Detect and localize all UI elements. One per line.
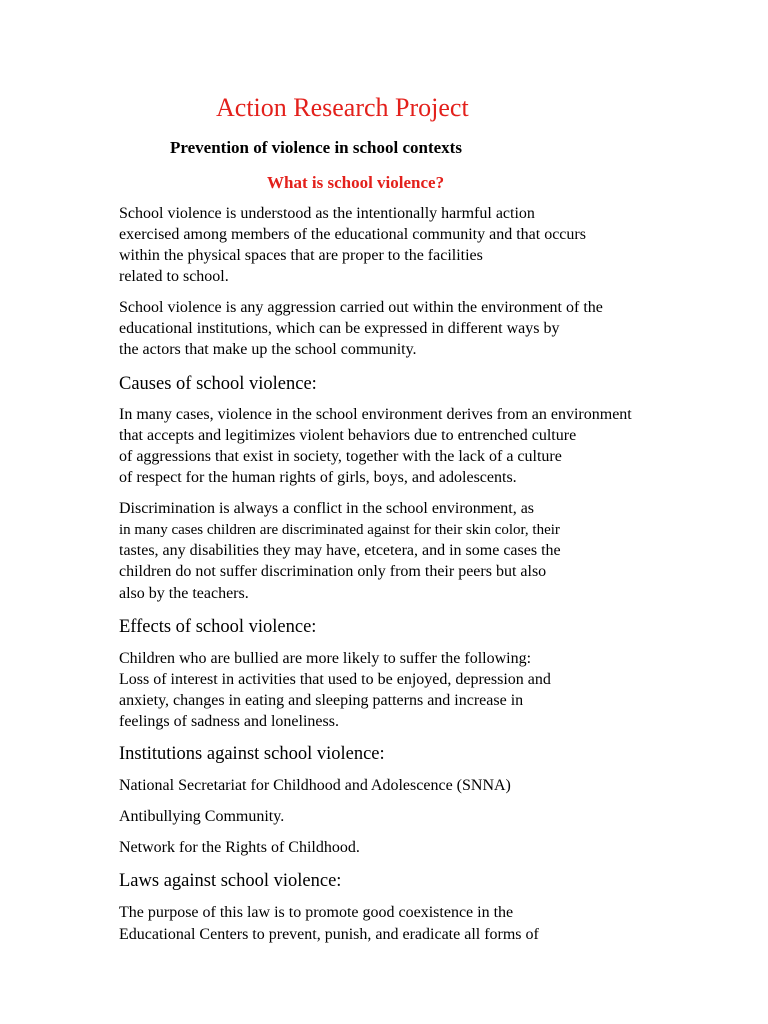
document-subtitle: Prevention of violence in school contexts	[170, 138, 462, 157]
text-line: exercised among members of the educational community and that occurs	[119, 226, 586, 243]
list-item: Antibullying Community.	[119, 808, 285, 825]
list-item: National Secretariat for Childhood and Adolescence (SNNA)	[119, 777, 511, 794]
text-line: In many cases, violence in the school environment derives from an environment	[119, 406, 632, 423]
section-question-heading: What is school violence?	[267, 173, 445, 192]
text-line: within the physical spaces that are proper to the facilities	[119, 247, 483, 264]
text-line: children do not suffer discrimination only from their peers but also	[119, 563, 547, 580]
text-line: Educational Centers to prevent, punish, and eradicate all forms of	[119, 926, 539, 943]
list-item: Network for the Rights of Childhood.	[119, 839, 360, 856]
text-line: anxiety, changes in eating and sleeping patterns and increase in	[119, 692, 524, 709]
text-line: tastes, any disabilities they may have, etcetera, and in some cases the	[119, 542, 561, 559]
text-line: educational institutions, which can be expressed in different ways by	[119, 320, 560, 337]
text-line: of respect for the human rights of girls, boys, and adolescents.	[119, 469, 517, 486]
text-line: of aggressions that exist in society, together with the lack of a culture	[119, 448, 562, 465]
text-line: also by the teachers.	[119, 585, 249, 602]
causes-heading: Causes of school violence:	[119, 374, 317, 394]
text-line: related to school.	[119, 268, 229, 285]
text-line: The purpose of this law is to promote good coexistence in the	[119, 904, 514, 921]
text-line: Discrimination is always a conflict in the school environment, as	[119, 500, 535, 517]
text-line: feelings of sadness and loneliness.	[119, 713, 339, 730]
text-line: School violence is understood as the intentionally harmful action	[119, 205, 535, 222]
text-line: Children who are bullied are more likely to suffer the following:	[119, 650, 532, 667]
effects-heading: Effects of school violence:	[119, 617, 317, 637]
laws-heading: Laws against school violence:	[119, 871, 342, 891]
institutions-heading: Institutions against school violence:	[119, 744, 385, 764]
text-line: Loss of interest in activities that used to be enjoyed, depression and	[119, 671, 551, 688]
document-title: Action Research Project	[216, 93, 469, 122]
text-line: in many cases children are discriminated against for their skin color, their	[119, 522, 560, 538]
text-line: that accepts and legitimizes violent behaviors due to entrenched culture	[119, 427, 577, 444]
text-line: School violence is any aggression carried out within the environment of the	[119, 299, 603, 316]
text-line: the actors that make up the school community.	[119, 341, 417, 358]
